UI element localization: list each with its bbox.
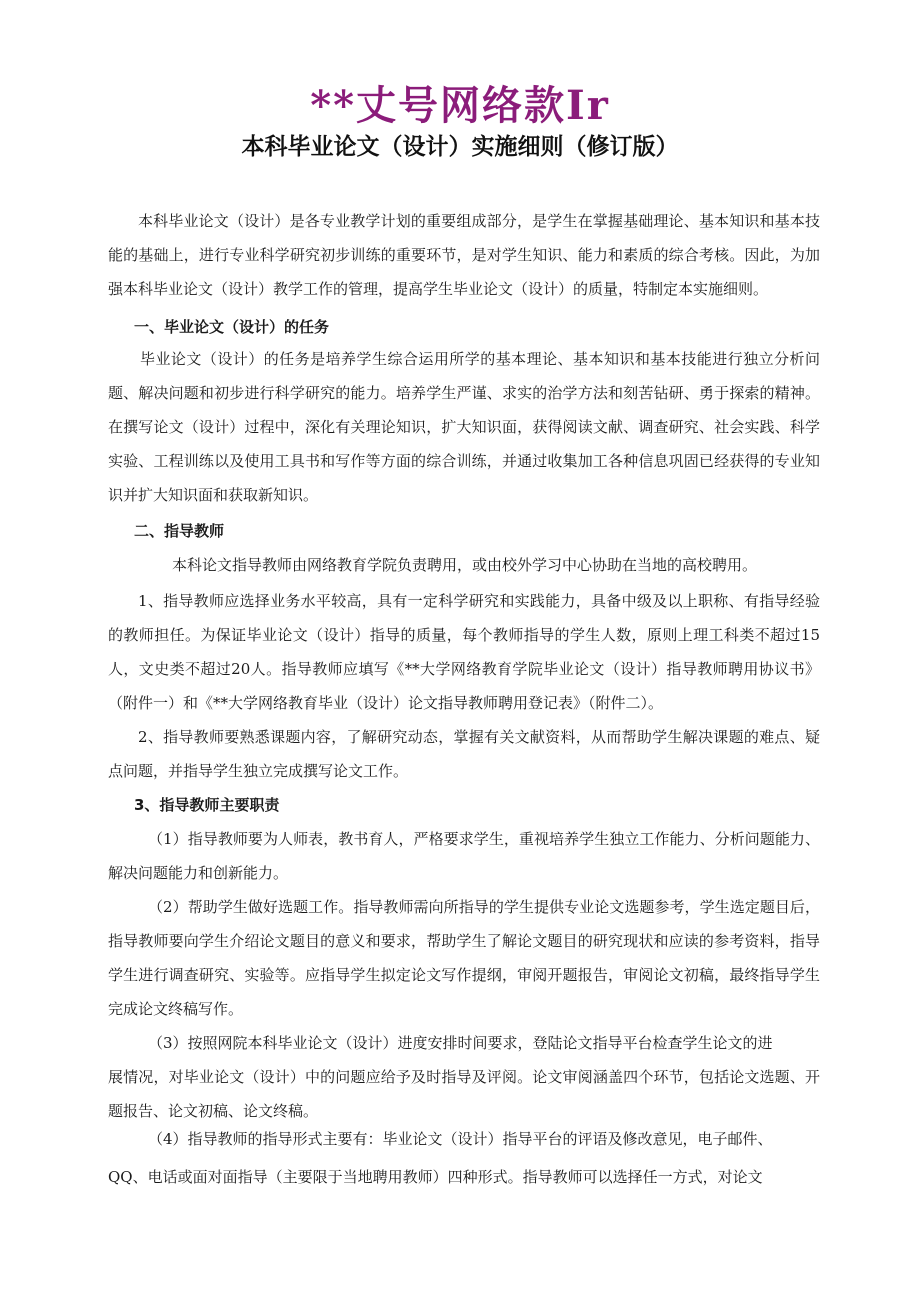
section2-item1: 1、指导教师应选择业务水平较高，具有一定科学研究和实践能力，具备中级及以上职称、有指导经验的教师担任。为保证毕业论文（设计）指导的质量，每个教师指导的学生人数，原则上理工科类不超过15人，文史类不超过20人。指导教师应填写《**大学网络教育学院毕业论文（设计）指导教师聘用协议书》（附件一）和《**大学网络教育毕业（设计）论文指导教师聘用登记表》（附件二）。 xyxy=(108,592,820,712)
duty1-paragraph: （1）指导教师要为人师表，教书育人，严格要求学生，重视培养学生独立工作能力、分析问题能力、解决问题能力和创新能力。 xyxy=(108,830,820,882)
section2-heading: 二、指导教师 xyxy=(134,522,225,540)
section1-body: 毕业论文（设计）的任务是培养学生综合运用所学的基本理论、基本知识和基本技能进行独立分析问题、解决问题和初步进行科学研究的能力。培养学生严谨、求实的治学方法和刻苦钻研、勇于探索的精神。在撰写论文（设计）过程中，深化有关理论知识，扩大知识面，获得阅读文献、调查研究、社会实践、科学实验、工程训练以及使用工具书和写作等方面的综合训练，并通过收集加工各种信息巩固已经获得的专业知识并扩大知识面和获取新知识。 xyxy=(108,350,820,504)
duty4-first-line: （4）指导教师的指导形式主要有：毕业论文（设计）指导平台的评语及修改意见，电子邮件、 xyxy=(148,1130,773,1148)
section3-heading: 3、指导教师主要职责 xyxy=(134,796,280,814)
document-title: 本科毕业论文（设计）实施细则（修订版） xyxy=(241,134,679,160)
duty3-first-line: （3）按照网院本科毕业论文（设计）进度安排时间要求，登陆论文指导平台检查学生论文的进 xyxy=(148,1034,773,1052)
section2-item2: 2、指导教师要熟悉课题内容，了解研究动态，掌握有关文献资料，从而帮助学生解决课题的难点、疑点问题，并指导学生独立完成撰写论文工作。 xyxy=(108,728,820,780)
section1-heading: 一、毕业论文（设计）的任务 xyxy=(134,318,330,336)
duty4-second-line: QQ、电话或面对面指导（主要限于当地聘用教师）四种形式。指导教师可以选择任一方式，对论文 xyxy=(108,1168,763,1186)
duty3-rest: 展情况，对毕业论文（设计）中的问题应给予及时指导及评阅。论文审阅涵盖四个环节，包括论文选题、开题报告、论文初稿、论文终稿。 xyxy=(108,1068,820,1120)
section2-intro: 本科论文指导教师由网络教育学院负责聘用，或由校外学习中心协助在当地的高校聘用。 xyxy=(172,556,758,574)
university-logo-text: **丈号网络款Ir xyxy=(310,82,610,129)
intro-paragraph: 本科毕业论文（设计）是各专业教学计划的重要组成部分，是学生在掌握基础理论、基本知识和基本技能的基础上，进行专业科学研究初步训练的重要环节，是对学生知识、能力和素质的综合考核。因此，为加强本科毕业论文（设计）教学工作的管理，提高学生毕业论文（设计）的质量，特制定本实施细则。 xyxy=(108,212,820,298)
duty2-paragraph: （2）帮助学生做好选题工作。指导教师需向所指导的学生提供专业论文选题参考，学生选定题目后，指导教师要向学生介绍论文题目的意义和要求，帮助学生了解论文题目的研究现状和应读的参考资料，指导学生进行调查研究、实验等。应指导学生拟定论文写作提纲，审阅开题报告，审阅论文初稿，最终指导学生完成论文终稿写作。 xyxy=(108,898,820,1018)
